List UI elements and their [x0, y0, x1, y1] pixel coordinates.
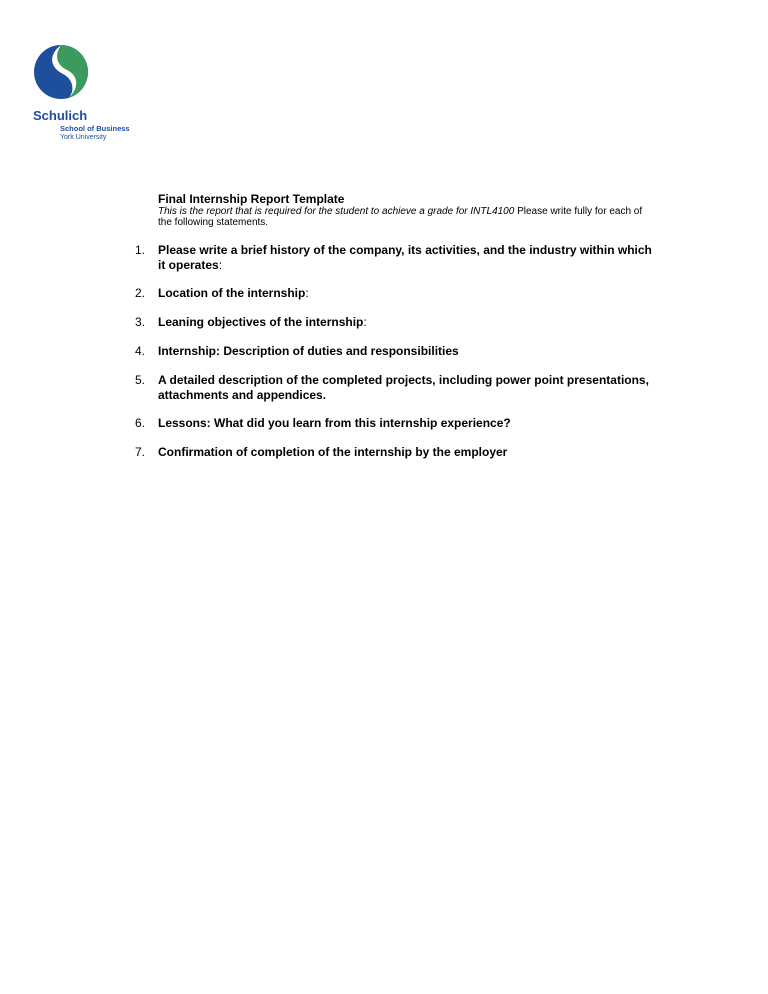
intro-plain: Please write fully for each of the following statements. [158, 206, 643, 228]
document-title: Final Internship Report Template [158, 192, 345, 206]
list-item-text: Lessons: What did you learn from this internship experience? [158, 416, 511, 430]
document-intro [158, 206, 653, 228]
list-item-suffix: : [218, 258, 223, 272]
list-item-number: 6. [135, 416, 146, 430]
list-item-text: Internship: Description of duties and responsibilities [158, 344, 459, 358]
list-item-number: 1. [135, 243, 146, 257]
list-item-text: Please write a brief history of the company, its activities, and the industry within which it operates [158, 243, 652, 272]
list-item-text: Location of the internship [158, 286, 306, 300]
list-item-number: 7. [135, 445, 146, 459]
schulich-logo [33, 44, 143, 148]
list-item-number: 3. [135, 315, 146, 329]
list-item-number: 2. [135, 286, 146, 300]
list-item-number: 5. [135, 373, 146, 387]
list-item-text: Confirmation of completion of the internship by the employer [158, 445, 508, 459]
list-item-suffix: : [305, 286, 309, 300]
logo-name: Schulich [33, 108, 88, 123]
logo-university: York University [60, 134, 107, 141]
intro-italic: This is the report that is required for the student to achieve a grade for INTL4100 [158, 206, 515, 217]
list-item-number: 4. [135, 344, 146, 358]
list-item-text: Leaning objectives of the internship [158, 315, 364, 329]
schulich-s-leaf-icon [33, 44, 89, 100]
list-item-text: A detailed description of the completed projects, including power point presentations, attachments and appendices. [158, 373, 649, 402]
list-item-suffix: : [363, 315, 367, 329]
logo-school: School of Business [60, 124, 130, 133]
